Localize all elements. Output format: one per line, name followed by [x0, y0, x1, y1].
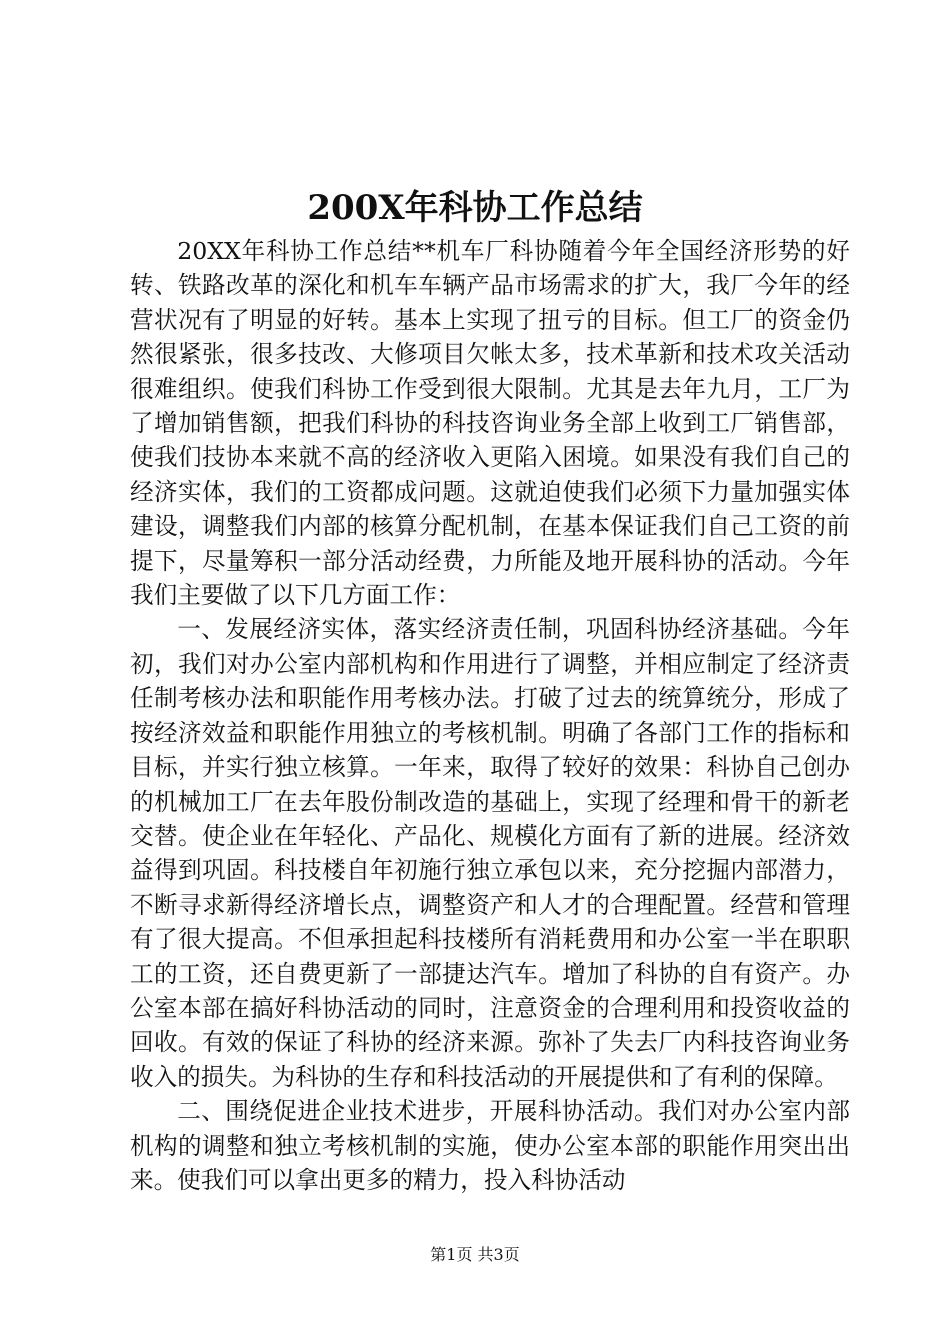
document-body — [130, 234, 850, 1197]
paragraph-section-1: 一、发展经济实体，落实经济责任制，巩固科协经济基础。今年初，我们对办公室内部机构和作用进行了调整，并相应制定了经济责任制考核办法和职能作用考核办法。打破了过去的统算统分，形成了按经济效益和职能作用独立的考核机制。明确了各部门工作的指标和目标，并实行独立核算。一年来，取得了较好的效果：科协自己创办的机械加工厂在去年股份制改造的基础上，实现了经理和骨干的新老交替。使企业在年轻化、产品化、规模化方面有了新的进展。经济效益得到巩固。科技楼自年初施行独立承包以来，充分挖掘内部潜力，不断寻求新得经济增长点，调整资产和人才的合理配置。经营和管理有了很大提高。不但承担起科技楼所有消耗费用和办公室一半在职职工的工资，还自费更新了一部捷达汽车。增加了科协的自有资产。办公室本部在搞好科协活动的同时，注意资金的合理利用和投资收益的回收。有效的保证了科协的经济来源。弥补了失去厂内科技咨询业务收入的损失。为科协的生存和科技活动的开展提供和了有利的保障。 — [130, 615, 850, 1091]
document-title: 200X年科协工作总结 — [307, 188, 643, 228]
paragraph-intro: 20XX年科协工作总结**机车厂科协随着今年全国经济形势的好转、铁路改革的深化和机车车辆产品市场需求的扩大，我厂今年的经营状况有了明显的好转。基本上实现了扭亏的目标。但工厂的资金仍然很紧张，很多技改、大修项目欠帐太多，技术革新和技术攻关活动很难组织。使我们科协工作受到很大限制。尤其是去年九月，工厂为了增加销售额，把我们科协的科技咨询业务全部上收到工厂销售部，使我们技协本来就不高的经济收入更陷入困境。如果没有我们自己的经济实体，我们的工资都成问题。这就迫使我们必须下力量加强实体建设，调整我们内部的核算分配机制，在基本保证我们自己工资的前提下，尽量筹积一部分活动经费，力所能及地开展科协的活动。今年我们主要做了以下几方面工作： — [130, 237, 850, 610]
page-number-footer: 第1页 共3页 — [430, 1245, 520, 1264]
paragraph-section-2: 二、围绕促进企业技术进步，开展科协活动。我们对办公室内部机构的调整和独立考核机制的实施，使办公室本部的职能作用突出出来。使我们可以拿出更多的精力，投入科协活动 — [130, 1097, 850, 1194]
